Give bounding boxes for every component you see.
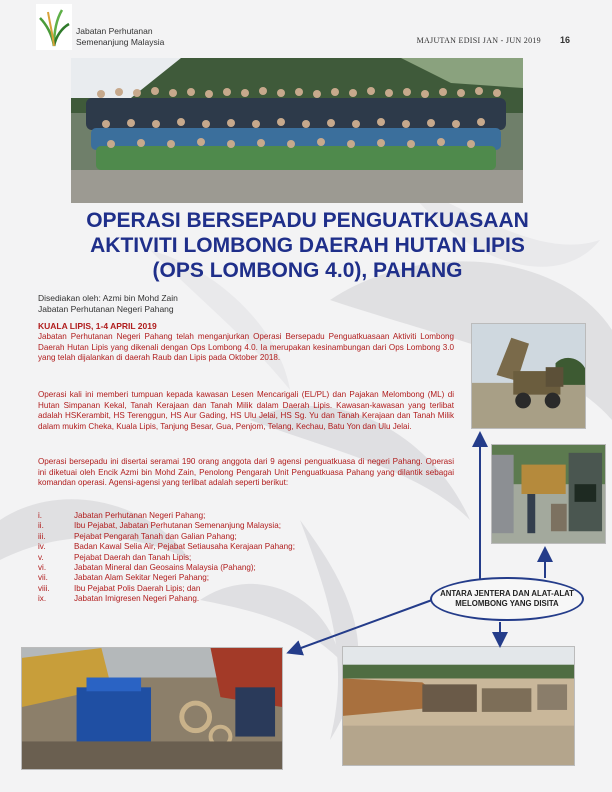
list-item-number: v. (38, 552, 44, 562)
callout-line2: MELOMBONG YANG DISITA (455, 599, 559, 608)
department-logo (36, 4, 72, 50)
list-item (38, 511, 295, 521)
list-item-text: Ibu Pejabat, Jabatan Perhutanan Semenanjung Malaysia; (74, 521, 281, 531)
list-item-text: Badan Kawal Selia Air, Pejabat Setiausaha Kerajaan Pahang; (74, 542, 295, 552)
article-title-line1: OPERASI BERSEPADU PENGUATKUASAAN (86, 209, 529, 232)
list-item-number: vii. (38, 573, 48, 583)
edition-label: MAJUTAN EDISI JAN - JUN 2019 (416, 36, 541, 45)
org-name-line1: Jabatan Perhutanan (76, 26, 153, 36)
list-item (38, 563, 295, 573)
dateline: KUALA LIPIS, 1-4 APRIL 2019 (38, 321, 157, 331)
list-item-number: iv. (38, 542, 46, 552)
list-item-number: ix. (38, 594, 47, 604)
list-item-text: Jabatan Imigresen Negeri Pahang. (74, 594, 200, 604)
list-item-text: Jabatan Perhutanan Negeri Pahang; (74, 511, 206, 520)
seized-equipment-callout (430, 577, 584, 621)
paragraph-focus-areas: Operasi kali ini memberi tumpuan kepada kawasan Lesen Mencarigali (EL/PL) dan Pajakan Melombong (ML) di Hutan Simpanan Kekal, Tanah Kerajaan dan Tanah Milik dalam Daerah Lipis. Kawasan-kawasan yang terlibat adalah HSKerambit, HS Terenggun, HS Aur Gading, HS Ulu Jelai, HS Sg. Yu dan Tanah Kerajaan dan Tanah Milik dalam mukim Cheka, Kuala Lipis, Tanjung Besar, Gua, Penjom, Telang, Kechau, Batu Yon dan Ulu Jelai. (38, 390, 454, 431)
photo-seized-engine (21, 647, 283, 770)
photo-dump-truck (471, 323, 586, 429)
byline-author: Disediakan oleh: Azmi bin Mohd Zain (38, 293, 178, 303)
article-title-line3: (OPS LOMBONG 4.0), PAHANG (152, 259, 463, 282)
list-item-number: vi. (38, 563, 47, 573)
list-item (38, 584, 295, 594)
list-item-number: iii. (38, 531, 46, 541)
list-item-number: ii. (38, 521, 44, 531)
list-item (38, 553, 295, 563)
list-item (38, 521, 295, 531)
list-item-text: Jabatan Mineral dan Geosains Malaysia (Pahang); (74, 563, 256, 573)
group-photo (71, 58, 523, 203)
article-title-line2: AKTIVITI LOMBONG DAERAH HUTAN LIPIS (90, 234, 525, 257)
paragraph-intro: Jabatan Perhutanan Negeri Pahang telah menganjurkan Operasi Bersepadu Penguatkuasaan Aktiviti Lombong Daerah Hutan Lipis yang dikenali dengan Ops Lombong 4.0. Ia merupakan kesinambungan dari Ops Lombong 3.0 yang telah dijalankan di daerah Raub dan Lipis pada Oktober 2018. (38, 332, 454, 363)
list-item-text: Jabatan Alam Sekitar Negeri Pahang; (74, 573, 209, 583)
paragraph-agencies: Operasi bersepadu ini disertai seramai 190 orang anggota dari 9 agensi penguatkuasa di negeri Pahang. Operasi ini diketuai oleh Encik Azmi bin Mohd Zain, Penolong Pengarah Unit Penguatkuasa Pahang yang dilantik sebagai komandan operasi. Agensi-agensi yang terlibat adalah seperti berikut: (38, 457, 454, 488)
list-item-number: viii. (38, 583, 50, 593)
list-item-text: Pejabat Pengarah Tanah dan Galian Pahang; (74, 531, 237, 541)
list-item (38, 532, 295, 542)
photo-mining-site (342, 646, 575, 766)
callout-line1: ANTARA JENTERA DAN ALAT-ALAT (440, 589, 574, 598)
page-number: 16 (559, 35, 570, 45)
photo-mining-machine (491, 444, 606, 544)
org-name-line2: Semenanjung Malaysia (76, 37, 165, 47)
list-item (38, 573, 295, 583)
agency-list (38, 511, 295, 605)
list-item-text: Ibu Pejabat Polis Daerah Lipis; dan (74, 583, 201, 593)
list-item (38, 542, 295, 552)
byline-department: Jabatan Perhutanan Negeri Pahang (38, 304, 174, 314)
list-item (38, 594, 295, 604)
list-item-number: i. (38, 511, 43, 520)
list-item-text: Pejabat Daerah dan Tanah Lipis; (74, 552, 192, 562)
